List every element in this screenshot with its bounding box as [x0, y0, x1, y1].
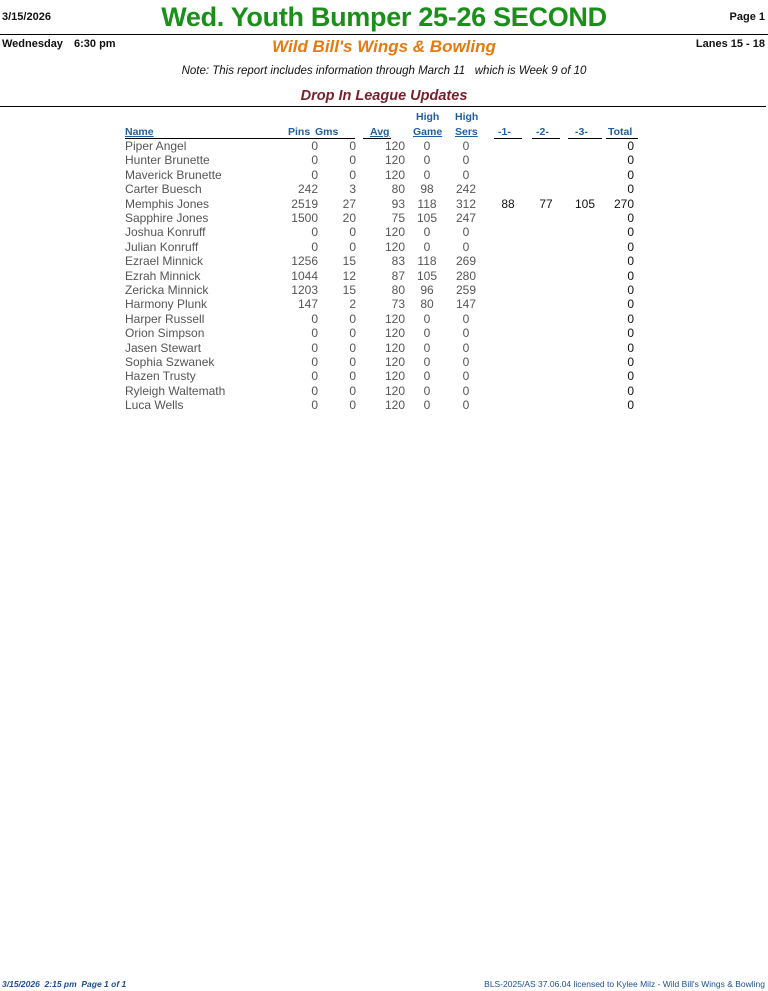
table-row [0, 168, 768, 182]
games-value: 0 [349, 139, 356, 153]
bowler-name: Ryleigh Waltemath [125, 383, 226, 398]
high-series-value: 312 [455, 196, 477, 211]
bowler-name: Maverick Brunette [125, 167, 222, 182]
total-value: 0 [627, 369, 634, 384]
high-game-value: 0 [423, 311, 431, 326]
footer-print-info: 3/15/2026 2:15 pm Page 1 of 1 [2, 979, 127, 989]
high-game-value: 0 [423, 355, 431, 369]
table-row [0, 153, 768, 167]
games-value: 27 [342, 196, 356, 211]
table-row [0, 297, 768, 311]
pins-value: 0 [311, 326, 318, 341]
bowler-name: Ezrah Minnick [125, 268, 201, 283]
average-value: 120 [384, 383, 405, 398]
game-3-value: 105 [574, 196, 596, 211]
high-series-value: 0 [462, 340, 470, 355]
games-value: 3 [349, 182, 356, 197]
game-2-value: 77 [539, 196, 553, 211]
game-1-value: 88 [501, 196, 515, 211]
games-value: 15 [342, 283, 356, 297]
average-value: 120 [384, 311, 405, 326]
high-game-value: 98 [420, 182, 434, 197]
table-row [0, 369, 768, 383]
pins-value: 1256 [291, 254, 318, 269]
table-row [0, 182, 768, 196]
col-head-pins: Pins [288, 126, 311, 138]
high-series-value: 0 [462, 398, 470, 413]
table-row [0, 326, 768, 340]
bowler-name: Orion Simpson [125, 326, 205, 341]
col-head-game-1: -1- [498, 126, 511, 138]
average-value: 120 [384, 239, 405, 254]
high-game-value: 118 [417, 254, 437, 269]
bowler-name: Hazen Trusty [125, 369, 196, 384]
games-value: 20 [342, 211, 356, 225]
total-value: 0 [627, 297, 634, 312]
pins-value: 2519 [291, 196, 318, 211]
league-title: Wed. Youth Bumper 25-26 SECOND [161, 2, 607, 32]
col-head-avg: Avg [370, 126, 390, 138]
total-value: 0 [627, 268, 634, 283]
table-row [0, 225, 768, 239]
bowler-name: Ezrael Minnick [125, 254, 204, 269]
high-series-value: 0 [462, 225, 470, 240]
average-value: 87 [391, 268, 405, 283]
section-divider [0, 106, 766, 107]
high-series-value: 0 [462, 326, 470, 341]
table-row [0, 197, 768, 211]
average-value: 120 [384, 355, 405, 369]
report-date: 3/15/2026 [2, 11, 51, 23]
high-game-value: 118 [417, 196, 437, 211]
total-value: 0 [627, 167, 634, 182]
total-value: 0 [627, 182, 634, 197]
page-number: Page 1 [729, 11, 765, 23]
games-value: 0 [349, 167, 356, 182]
pins-value: 0 [311, 153, 318, 168]
high-game-value: 0 [423, 167, 431, 182]
pins-value: 0 [311, 398, 318, 413]
table-row [0, 254, 768, 268]
total-value: 270 [613, 196, 634, 211]
bowler-name: Julian Konruff [125, 239, 199, 254]
col-head-game-2: -2- [536, 126, 549, 138]
table-row [0, 269, 768, 283]
bowler-name: Hunter Brunette [125, 153, 210, 168]
total-value: 0 [627, 355, 634, 369]
games-value: 0 [349, 311, 356, 326]
bowler-name: Jasen Stewart [125, 340, 202, 355]
average-value: 120 [384, 153, 405, 168]
bowler-name: Joshua Konruff [125, 225, 206, 240]
total-value: 0 [627, 254, 634, 269]
high-game-value: 105 [416, 211, 438, 225]
high-series-value: 247 [455, 211, 477, 225]
total-value: 0 [627, 153, 634, 168]
pins-value: 0 [311, 369, 318, 384]
pins-value: 242 [297, 182, 318, 197]
games-value: 15 [342, 254, 356, 269]
bowler-name: Piper Angel [125, 139, 187, 153]
high-series-value: 0 [462, 311, 470, 326]
games-value: 0 [349, 398, 356, 413]
games-value: 0 [349, 326, 356, 341]
total-value: 0 [627, 239, 634, 254]
total-value: 0 [627, 398, 634, 413]
average-value: 120 [384, 326, 405, 341]
high-series-value: 147 [455, 297, 477, 312]
report-note: Note: This report includes information through March 11 which is Week 9 of 10 [181, 65, 587, 77]
high-series-value: 269 [455, 254, 477, 269]
high-game-value: 105 [416, 268, 438, 283]
bowler-name: Luca Wells [125, 398, 184, 413]
total-value: 0 [627, 211, 634, 225]
average-value: 120 [384, 139, 405, 153]
high-series-value: 259 [455, 283, 477, 297]
average-value: 120 [384, 369, 405, 384]
lanes-range: Lanes 15 - 18 [695, 38, 765, 50]
high-game-value: 0 [423, 398, 431, 413]
col-head-high-game: Game [413, 126, 443, 138]
table-row [0, 384, 768, 398]
average-value: 120 [384, 398, 405, 413]
high-series-value: 0 [462, 355, 470, 369]
high-game-value: 80 [420, 297, 434, 312]
bowler-name: Memphis Jones [125, 196, 210, 211]
table-row [0, 312, 768, 326]
games-value: 0 [349, 340, 356, 355]
bowler-name: Sophia Szwanek [125, 355, 215, 369]
high-game-value: 0 [423, 239, 431, 254]
total-value: 0 [627, 283, 634, 297]
average-value: 120 [384, 225, 405, 240]
high-series-value: 0 [462, 139, 470, 153]
col-head-high-series: Sers [455, 126, 478, 138]
high-series-value: 0 [462, 383, 470, 398]
pins-value: 1500 [291, 211, 318, 225]
high-game-value: 0 [423, 383, 431, 398]
col-head-name: Name [125, 126, 154, 138]
high-series-value: 280 [455, 268, 477, 283]
col-head-high-series-top: High [455, 111, 479, 123]
pins-value: 0 [311, 239, 318, 254]
section-title: Drop In League Updates [300, 88, 468, 104]
table-row [0, 341, 768, 355]
bowler-name: Harper Russell [125, 311, 205, 326]
pins-value: 0 [311, 340, 318, 355]
high-series-value: 0 [462, 239, 470, 254]
bowler-name: Zericka Minnick [125, 283, 209, 297]
total-value: 0 [627, 340, 634, 355]
average-value: 120 [384, 167, 405, 182]
games-value: 2 [349, 297, 356, 312]
table-row [0, 240, 768, 254]
high-game-value: 0 [423, 225, 431, 240]
pins-value: 0 [311, 311, 318, 326]
table-row [0, 211, 768, 225]
pins-value: 1044 [291, 268, 318, 283]
average-value: 75 [391, 211, 405, 225]
league-time: 6:30 pm [74, 38, 116, 50]
center-name: Wild Bill's Wings & Bowling [272, 37, 496, 56]
col-head-high-game-top: High [416, 111, 440, 123]
high-game-value: 0 [423, 139, 431, 153]
games-value: 0 [349, 225, 356, 240]
pins-value: 0 [311, 139, 318, 153]
games-value: 0 [349, 383, 356, 398]
bowler-name: Sapphire Jones [125, 211, 209, 225]
col-head-game-3: -3- [575, 126, 588, 138]
games-value: 0 [349, 355, 356, 369]
bowler-name: Harmony Plunk [125, 297, 208, 312]
games-value: 0 [349, 369, 356, 384]
games-value: 0 [349, 239, 356, 254]
high-game-value: 96 [420, 283, 434, 297]
average-value: 93 [391, 196, 405, 211]
high-series-value: 0 [462, 167, 470, 182]
header-divider [0, 34, 768, 35]
high-series-value: 0 [462, 369, 470, 384]
games-value: 0 [349, 153, 356, 168]
average-value: 80 [391, 182, 405, 197]
footer-license: BLS-2025/AS 37.06.04 licensed to Kylee Milz - Wild Bill's Wings & Bowling [484, 979, 765, 989]
high-game-value: 0 [423, 153, 431, 168]
table-row [0, 283, 768, 297]
average-value: 80 [391, 283, 405, 297]
high-series-value: 0 [462, 153, 470, 168]
col-head-total: Total [608, 126, 633, 138]
pins-value: 0 [311, 225, 318, 240]
pins-value: 1203 [291, 283, 318, 297]
average-value: 83 [391, 254, 405, 269]
total-value: 0 [627, 225, 634, 240]
pins-value: 0 [311, 383, 318, 398]
high-game-value: 0 [423, 369, 431, 384]
total-value: 0 [627, 311, 634, 326]
pins-value: 0 [311, 355, 318, 369]
average-value: 73 [391, 297, 405, 312]
table-row [0, 139, 768, 153]
bowler-name: Carter Buesch [125, 182, 202, 197]
pins-value: 147 [297, 297, 318, 312]
pins-value: 0 [311, 167, 318, 182]
high-game-value: 0 [423, 326, 431, 341]
table-row [0, 398, 768, 412]
col-head-gms: Gms [315, 126, 339, 138]
high-series-value: 242 [455, 182, 477, 197]
average-value: 120 [384, 340, 405, 355]
high-game-value: 0 [423, 340, 431, 355]
total-value: 0 [627, 326, 634, 341]
table-row [0, 355, 768, 369]
total-value: 0 [627, 139, 634, 153]
games-value: 12 [342, 268, 356, 283]
total-value: 0 [627, 383, 634, 398]
league-day: Wednesday [2, 38, 63, 50]
